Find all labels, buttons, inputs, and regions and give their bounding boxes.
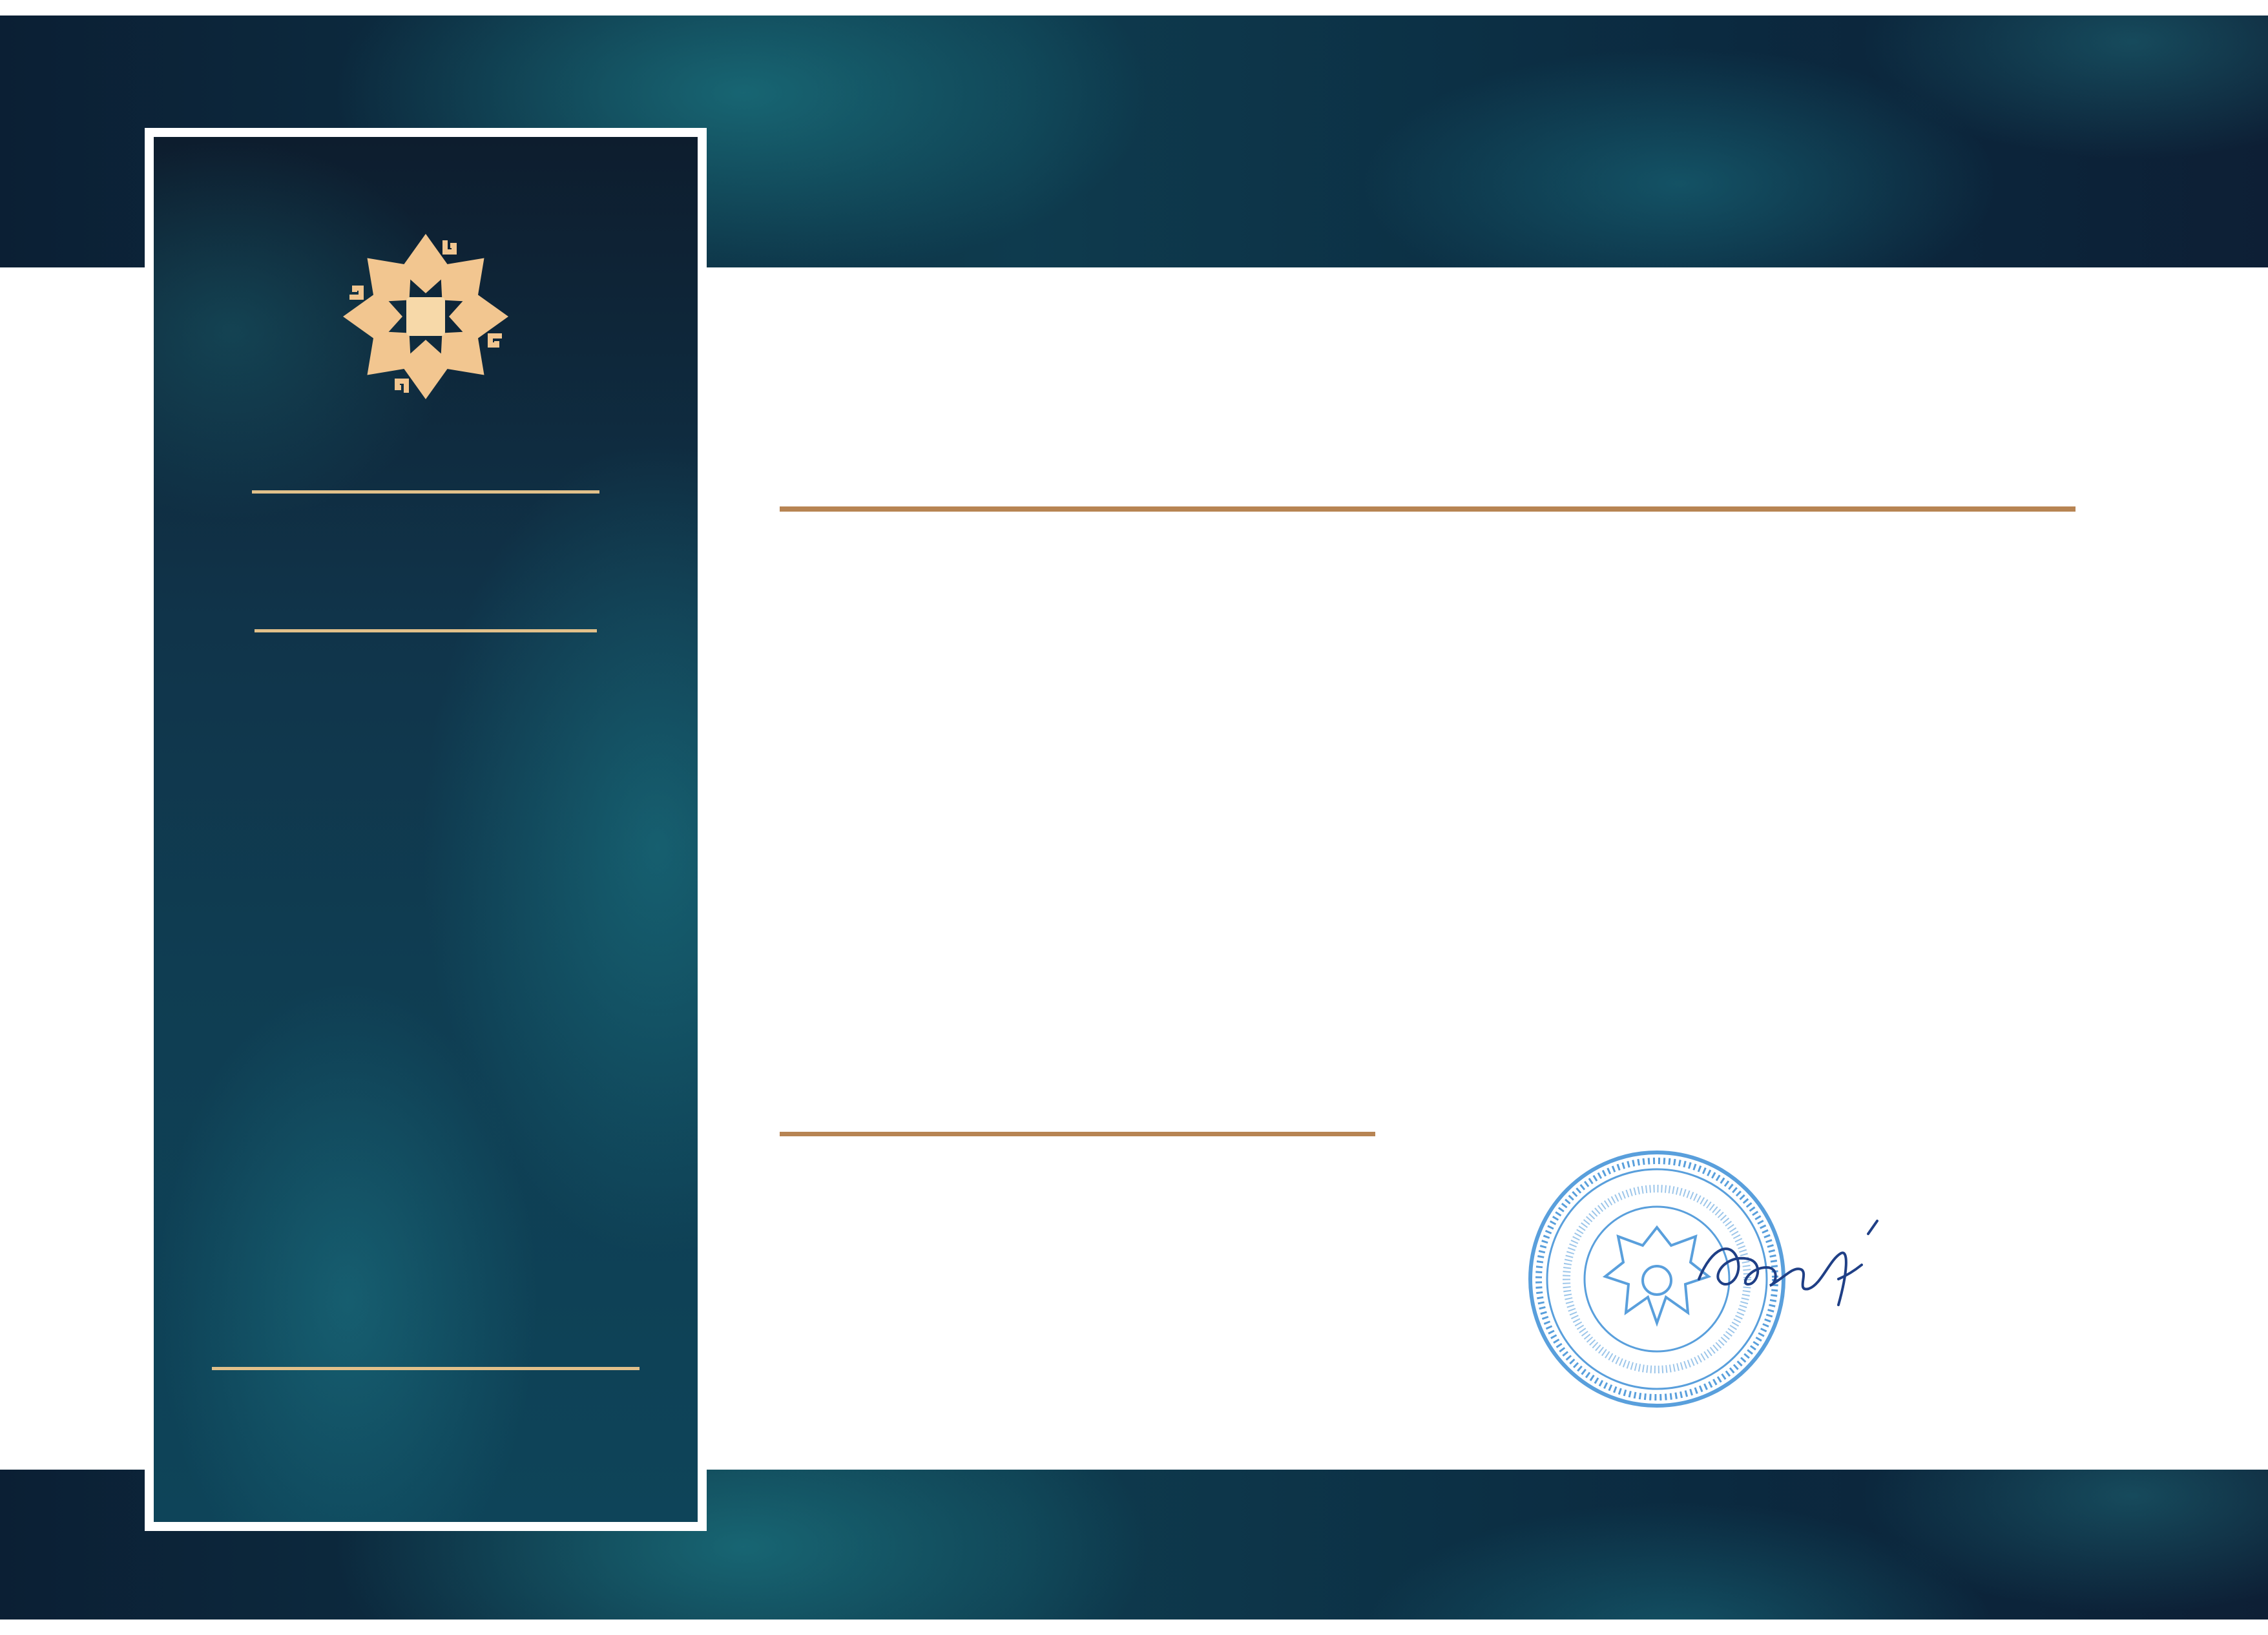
title-divider [780, 506, 2076, 512]
panel-divider-middle [255, 629, 597, 632]
signature-divider [780, 1132, 1375, 1136]
panel-divider-bottom [212, 1367, 640, 1370]
rector-signature-icon [1686, 1208, 1893, 1324]
panel-divider-top [252, 490, 599, 494]
left-info-panel [154, 137, 698, 1522]
contest-logo-icon [335, 226, 516, 407]
